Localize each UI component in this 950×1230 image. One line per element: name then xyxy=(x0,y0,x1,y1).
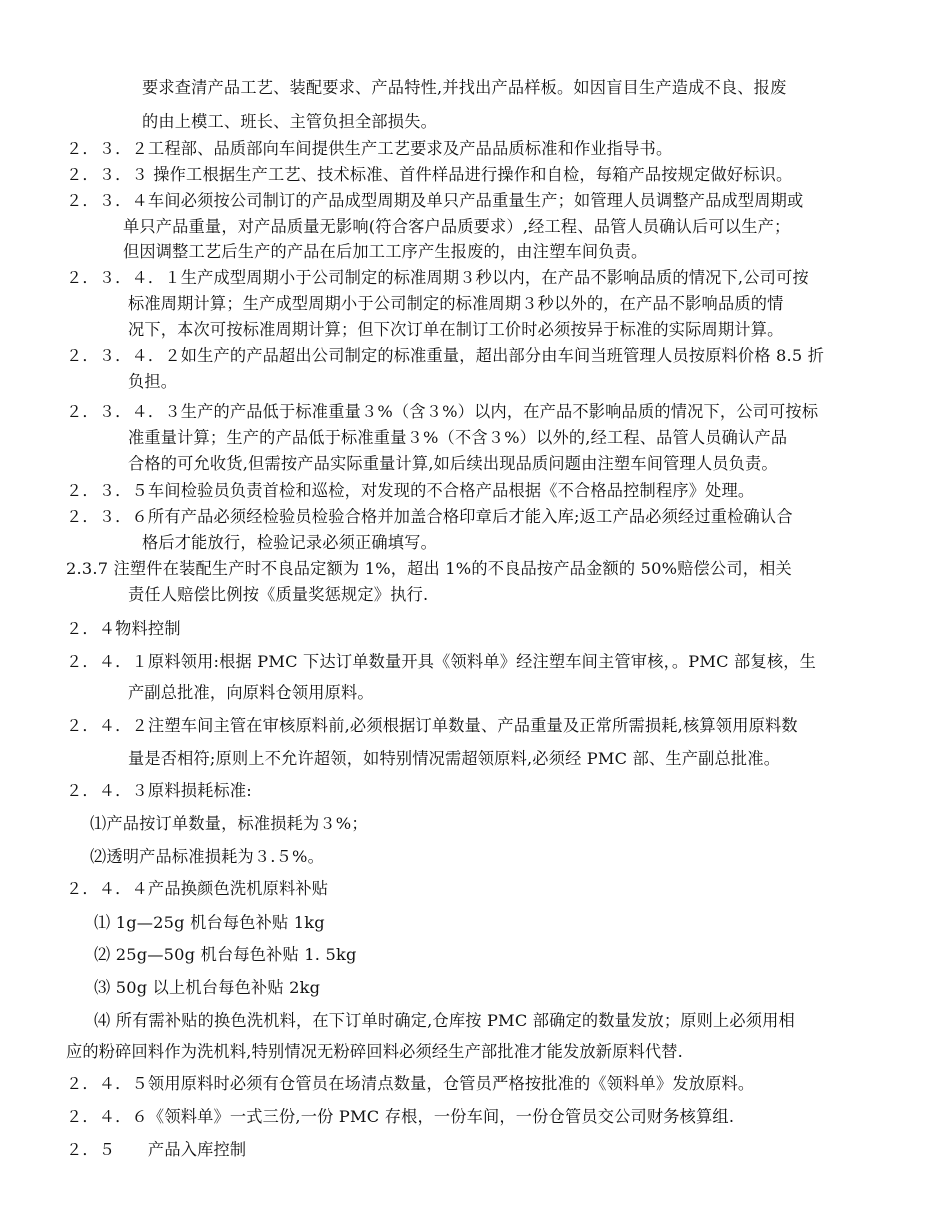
text-line: ２．４．４产品换颜色洗机原料补贴 xyxy=(66,879,329,898)
list-item: ⑷ 所有需补贴的换色洗机料，在下订单时确定,仓库按 PMC 部确定的数量发放；原则上必须用相 xyxy=(94,1011,795,1030)
text-line: ２．３．４．２如生产的产品超出公司制定的标准重量，超出部分由车间当班管理人员按原料价格 8.5 折 xyxy=(66,346,825,365)
text-line: 况下，本次可按标准周期计算；但下次订单在制订工价时必须按异于标准的实际周期计算。 xyxy=(128,320,784,339)
text-line: ２．４．２注塑车间主管在审核原料前,必须根据订单数量、产品重量及正常所需损耗,核算领用原料数 xyxy=(66,716,798,735)
text-line: ２．４．１原料领用:根据 PMC 下达订单数量开具《领料单》经注塑车间主管审核，。PMC 部复核，生 xyxy=(66,652,816,671)
text-line: 要求查清产品工艺、装配要求、产品特性,并找出产品样板。如因盲目生产造成不良、报废 xyxy=(142,78,787,97)
text-line: ２．４．５领用原料时必须有仓管员在场清点数量，仓管员严格按批准的《领料单》发放原料。 xyxy=(66,1074,755,1093)
text-line: ２．３．６所有产品必须经检验员检验合格并加盖合格印章后才能入库;返工产品必须经过重检确认合 xyxy=(66,507,793,526)
text-line: 准重量计算；生产的产品低于标准重量３%（不含３%）以外的,经工程、品管人员确认产品 xyxy=(128,428,788,447)
list-item: ⑵透明产品标准损耗为３.５%。 xyxy=(90,847,324,866)
text-line: 产副总批准，向原料仓领用原料。 xyxy=(128,683,374,702)
text-line: 格后才能放行，检验记录必须正确填写。 xyxy=(142,533,437,552)
text-line: 2.3.7 注塑件在装配生产时不良品定额为 1%，超出 1%的不良品按产品金额的 50%赔偿公司，相关 xyxy=(66,559,792,578)
section-heading: ２．５ 产品入库控制 xyxy=(66,1140,247,1159)
list-item: ⑴ 1g—25g 机台每色补贴 1kg xyxy=(94,913,325,932)
text-line: 的由上模工、班长、主管负担全部损失。 xyxy=(142,112,437,131)
text-line: 量是否相符;原则上不允许超领，如特别情况需超领原料,必须经 PMC 部、生产副总批准。 xyxy=(128,749,781,768)
section-heading: ２．４物料控制 xyxy=(66,619,181,638)
text-line: ２．３．２工程部、品质部向车间提供生产工艺要求及产品品质标准和作业指导书。 xyxy=(66,139,673,158)
text-line: ２．３．４．１生产成型周期小于公司制定的标准周期３秒以内，在产品不影响品质的情况下,公司可按 xyxy=(66,268,809,287)
text-line: 但因调整工艺后生产的产品在后加工工序产生报废的，由注塑车间负责。 xyxy=(123,242,648,261)
text-line: ２．３．５车间检验员负责首检和巡检，对发现的不合格产品根据《不合格品控制程序》处理。 xyxy=(66,481,755,500)
list-item: ⑴产品按订单数量，标准损耗为３%； xyxy=(90,814,368,833)
text-line: 标准周期计算；生产成型周期小于公司制定的标准周期３秒以外的，在产品不影响品质的情 xyxy=(128,294,784,313)
text-line: ２．３．４车间必须按公司制订的产品成型周期及单只产品重量生产；如管理人员调整产品成型周期或 xyxy=(66,191,804,210)
text-line: 单只产品重量，对产品质量无影响(符合客户品质要求）,经工程、品管人员确认后可以生产； xyxy=(123,217,791,236)
list-item: ⑶ 50g 以上机台每色补贴 2kg xyxy=(94,978,321,997)
text-line: 责任人赔偿比例按《质量奖惩规定》执行. xyxy=(128,585,429,604)
text-line: ２．３．４．３生产的产品低于标准重量３%（含３%）以内，在产品不影响品质的情况下，公司可按标 xyxy=(66,402,819,421)
text-line: 合格的可允收货,但需按产品实际重量计算,如后续出现品质问题由注塑车间管理人员负责。 xyxy=(128,454,778,473)
text-line: ２．４．３原料损耗标准: xyxy=(66,781,252,800)
text-line: ２．４．６《领料单》一式三份,一份 PMC 存根，一份车间，一份仓管员交公司财务核算组. xyxy=(66,1107,735,1126)
text-line: ２．３．３ 操作工根据生产工艺、技术标准、首件样品进行操作和自检，每箱产品按规定做好标识。 xyxy=(66,165,793,184)
text-line: 应的粉碎回料作为洗机料,特别情况无粉碎回料必须经生产部批准才能发放新原料代替. xyxy=(66,1042,684,1061)
text-line: 负担。 xyxy=(128,372,178,391)
list-item: ⑵ 25g—50g 机台每色补贴 1. 5kg xyxy=(94,945,357,964)
